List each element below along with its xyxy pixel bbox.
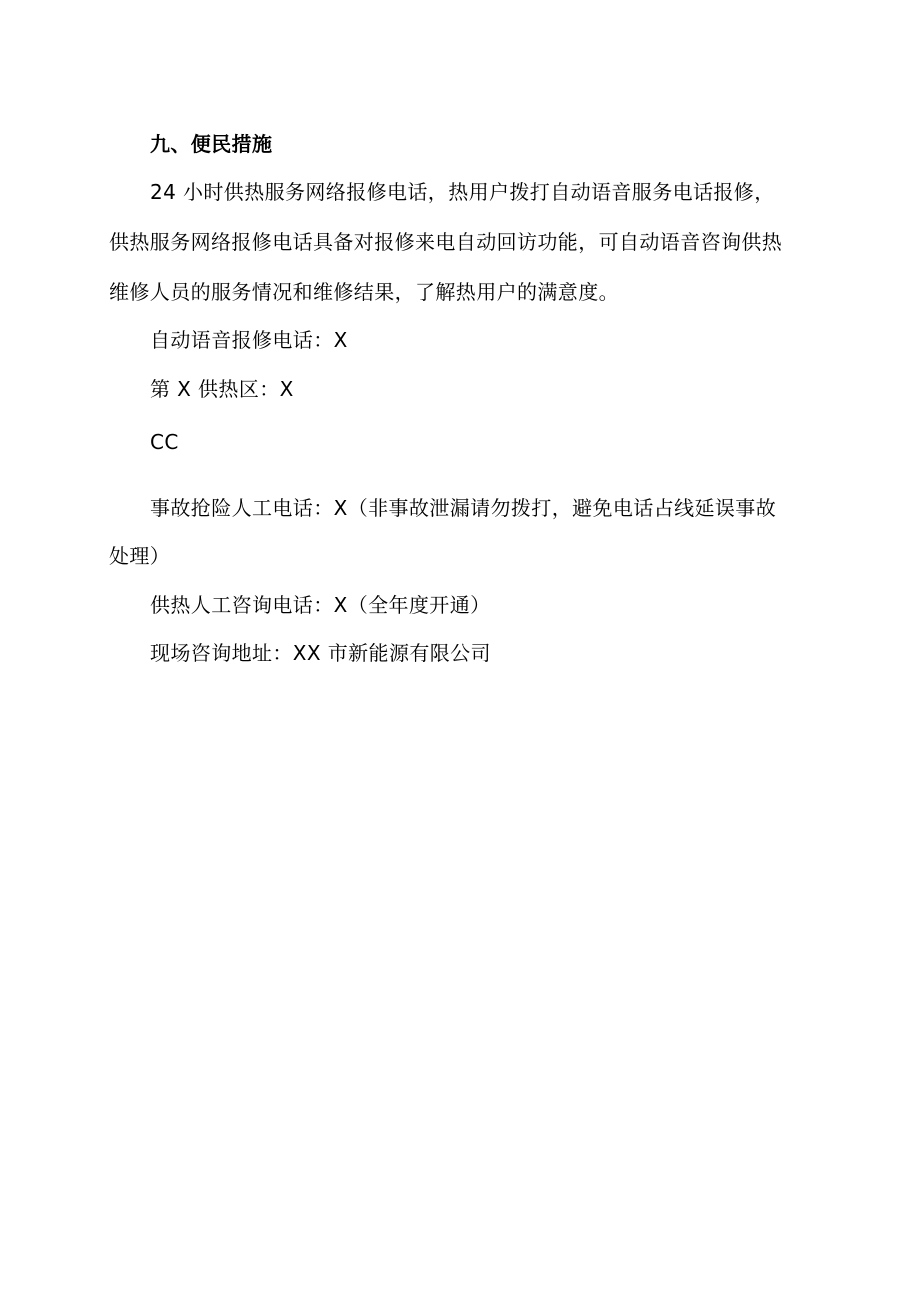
section-heading: 九、便民措施	[150, 132, 273, 156]
auto-voice-phone: 自动语音报修电话：X	[150, 328, 348, 352]
onsite-address: 现场咨询地址：XX 市新能源有限公司	[150, 641, 491, 665]
intro-paragraph-line-3: 维修人员的服务情况和维修结果，了解热用户的满意度。	[109, 280, 619, 304]
intro-paragraph-line-2: 供热服务网络报修电话具备对报修来电自动回访功能，可自动语音咨询供热	[109, 230, 783, 254]
emergency-phone-line-1: 事故抢险人工电话：X（非事故泄漏请勿拨打，避免电话占线延误事故	[150, 496, 777, 520]
district-phone: 第 X 供热区：X	[150, 377, 294, 401]
consult-phone: 供热人工咨询电话：X（全年度开通）	[150, 593, 491, 617]
intro-paragraph-line-1: 24 小时供热服务网络报修电话，热用户拨打自动语音服务电话报修，	[150, 180, 775, 204]
cc-text: CC	[150, 430, 179, 454]
emergency-phone-line-2: 处理）	[109, 544, 171, 568]
